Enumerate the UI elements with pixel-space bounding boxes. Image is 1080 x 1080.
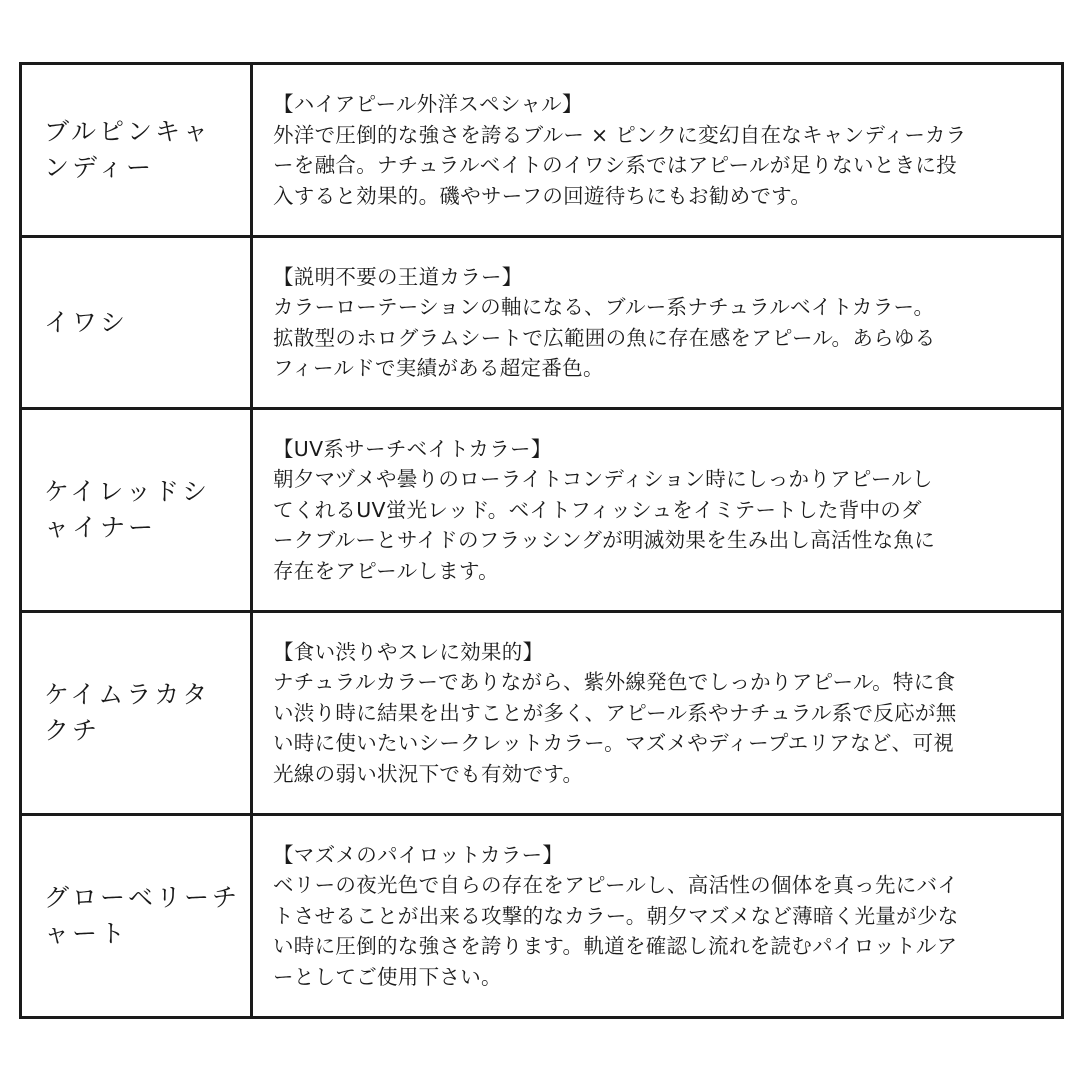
color-description-cell xyxy=(252,409,1063,612)
color-name-line: ンディー xyxy=(44,153,155,182)
color-description-cell xyxy=(252,815,1063,1018)
color-name-cell xyxy=(21,815,252,1018)
color-name-line: ブルピンキャ xyxy=(44,117,212,146)
color-name-cell xyxy=(21,612,252,815)
color-name-line: イワシ xyxy=(44,307,129,337)
table-row xyxy=(21,409,1063,612)
description-line: い時に使いたいシークレットカラー。マズメやディープエリアなど、可視 xyxy=(273,731,955,756)
table-body xyxy=(21,64,1063,1018)
table-row xyxy=(21,237,1063,409)
color-description-cell xyxy=(252,64,1063,237)
color-name-line: クチ xyxy=(44,716,101,745)
color-name-line: ャート xyxy=(44,919,129,948)
description-line: い時に圧倒的な強さを誇ります。軌道を確認し流れを読むパイロットルア xyxy=(273,934,958,959)
table-row xyxy=(21,815,1063,1018)
color-description-cell xyxy=(252,612,1063,815)
description-line: フィールドで実績がある超定番色。 xyxy=(273,356,604,380)
color-name-line: ケイレッドシ xyxy=(44,477,211,506)
table-row xyxy=(21,612,1063,815)
color-name-cell xyxy=(21,237,252,409)
color-name-line: ケイムラカタ xyxy=(44,680,211,709)
description-line: カラーローテーションの軸になる、ブルー系ナチュラルベイトカラー。 xyxy=(273,295,935,319)
description-line: い渋り時に結果を出すことが多く、アピール系やナチュラル系で反応が無 xyxy=(273,700,957,725)
description-line: 朝夕マヅメや曇りのローライトコンディション時にしっかりアピールし xyxy=(273,467,933,492)
description-line: てくれるUV蛍光レッド。ベイトフィッシュをイミテートした背中のダ xyxy=(273,497,922,522)
description-heading: 【UV系サーチベイトカラー】 xyxy=(273,436,552,461)
description-line: 入すると効果的。磯やサーフの回遊待ちにもお勧めです。 xyxy=(273,183,812,208)
description-line: ーを融合。ナチュラルベイトのイワシ系ではアピールが足りないときに投 xyxy=(273,153,957,177)
color-description-cell xyxy=(252,237,1063,409)
description-line: ナチュラルカラーでありながら、紫外線発色でしっかりアピール。特に食 xyxy=(273,670,956,695)
description-heading: 【マズメのパイロットカラー】 xyxy=(273,842,564,867)
color-name-line: グローベリーチ xyxy=(44,883,241,912)
description-line: トさせることが出来る攻撃的なカラー。朝夕マズメなど薄暗く光量が少な xyxy=(273,903,959,928)
description-line: 外洋で圧倒的な強さを誇るブルー × ピンクに変幻自在なキャンディーカラ xyxy=(273,122,967,147)
color-description-table xyxy=(19,62,1064,1019)
description-line: 光線の弱い状況下でも有効です。 xyxy=(273,761,584,786)
description-line: 存在をアピールします。 xyxy=(273,558,499,583)
table-row xyxy=(21,64,1063,237)
description-line: 拡散型のホログラムシートで広範囲の魚に存在感をアピール。あらゆる xyxy=(273,325,936,350)
color-name-cell xyxy=(21,64,252,237)
description-heading: 【説明不要の王道カラー】 xyxy=(273,264,523,289)
description-line: ーとしてご使用下さい。 xyxy=(273,964,502,989)
description-heading: 【食い渋りやスレに効果的】 xyxy=(273,639,544,664)
description-heading: 【ハイアピール外洋スペシャル】 xyxy=(273,92,583,116)
description-line: ベリーの夜光色で自らの存在をアピールし、高活性の個体を真っ先にバイ xyxy=(273,873,959,898)
description-line: ークブルーとサイドのフラッシングが明滅効果を生み出し高活性な魚に xyxy=(273,528,936,553)
color-name-cell xyxy=(21,409,252,612)
color-name-line: ャイナー xyxy=(44,513,157,542)
